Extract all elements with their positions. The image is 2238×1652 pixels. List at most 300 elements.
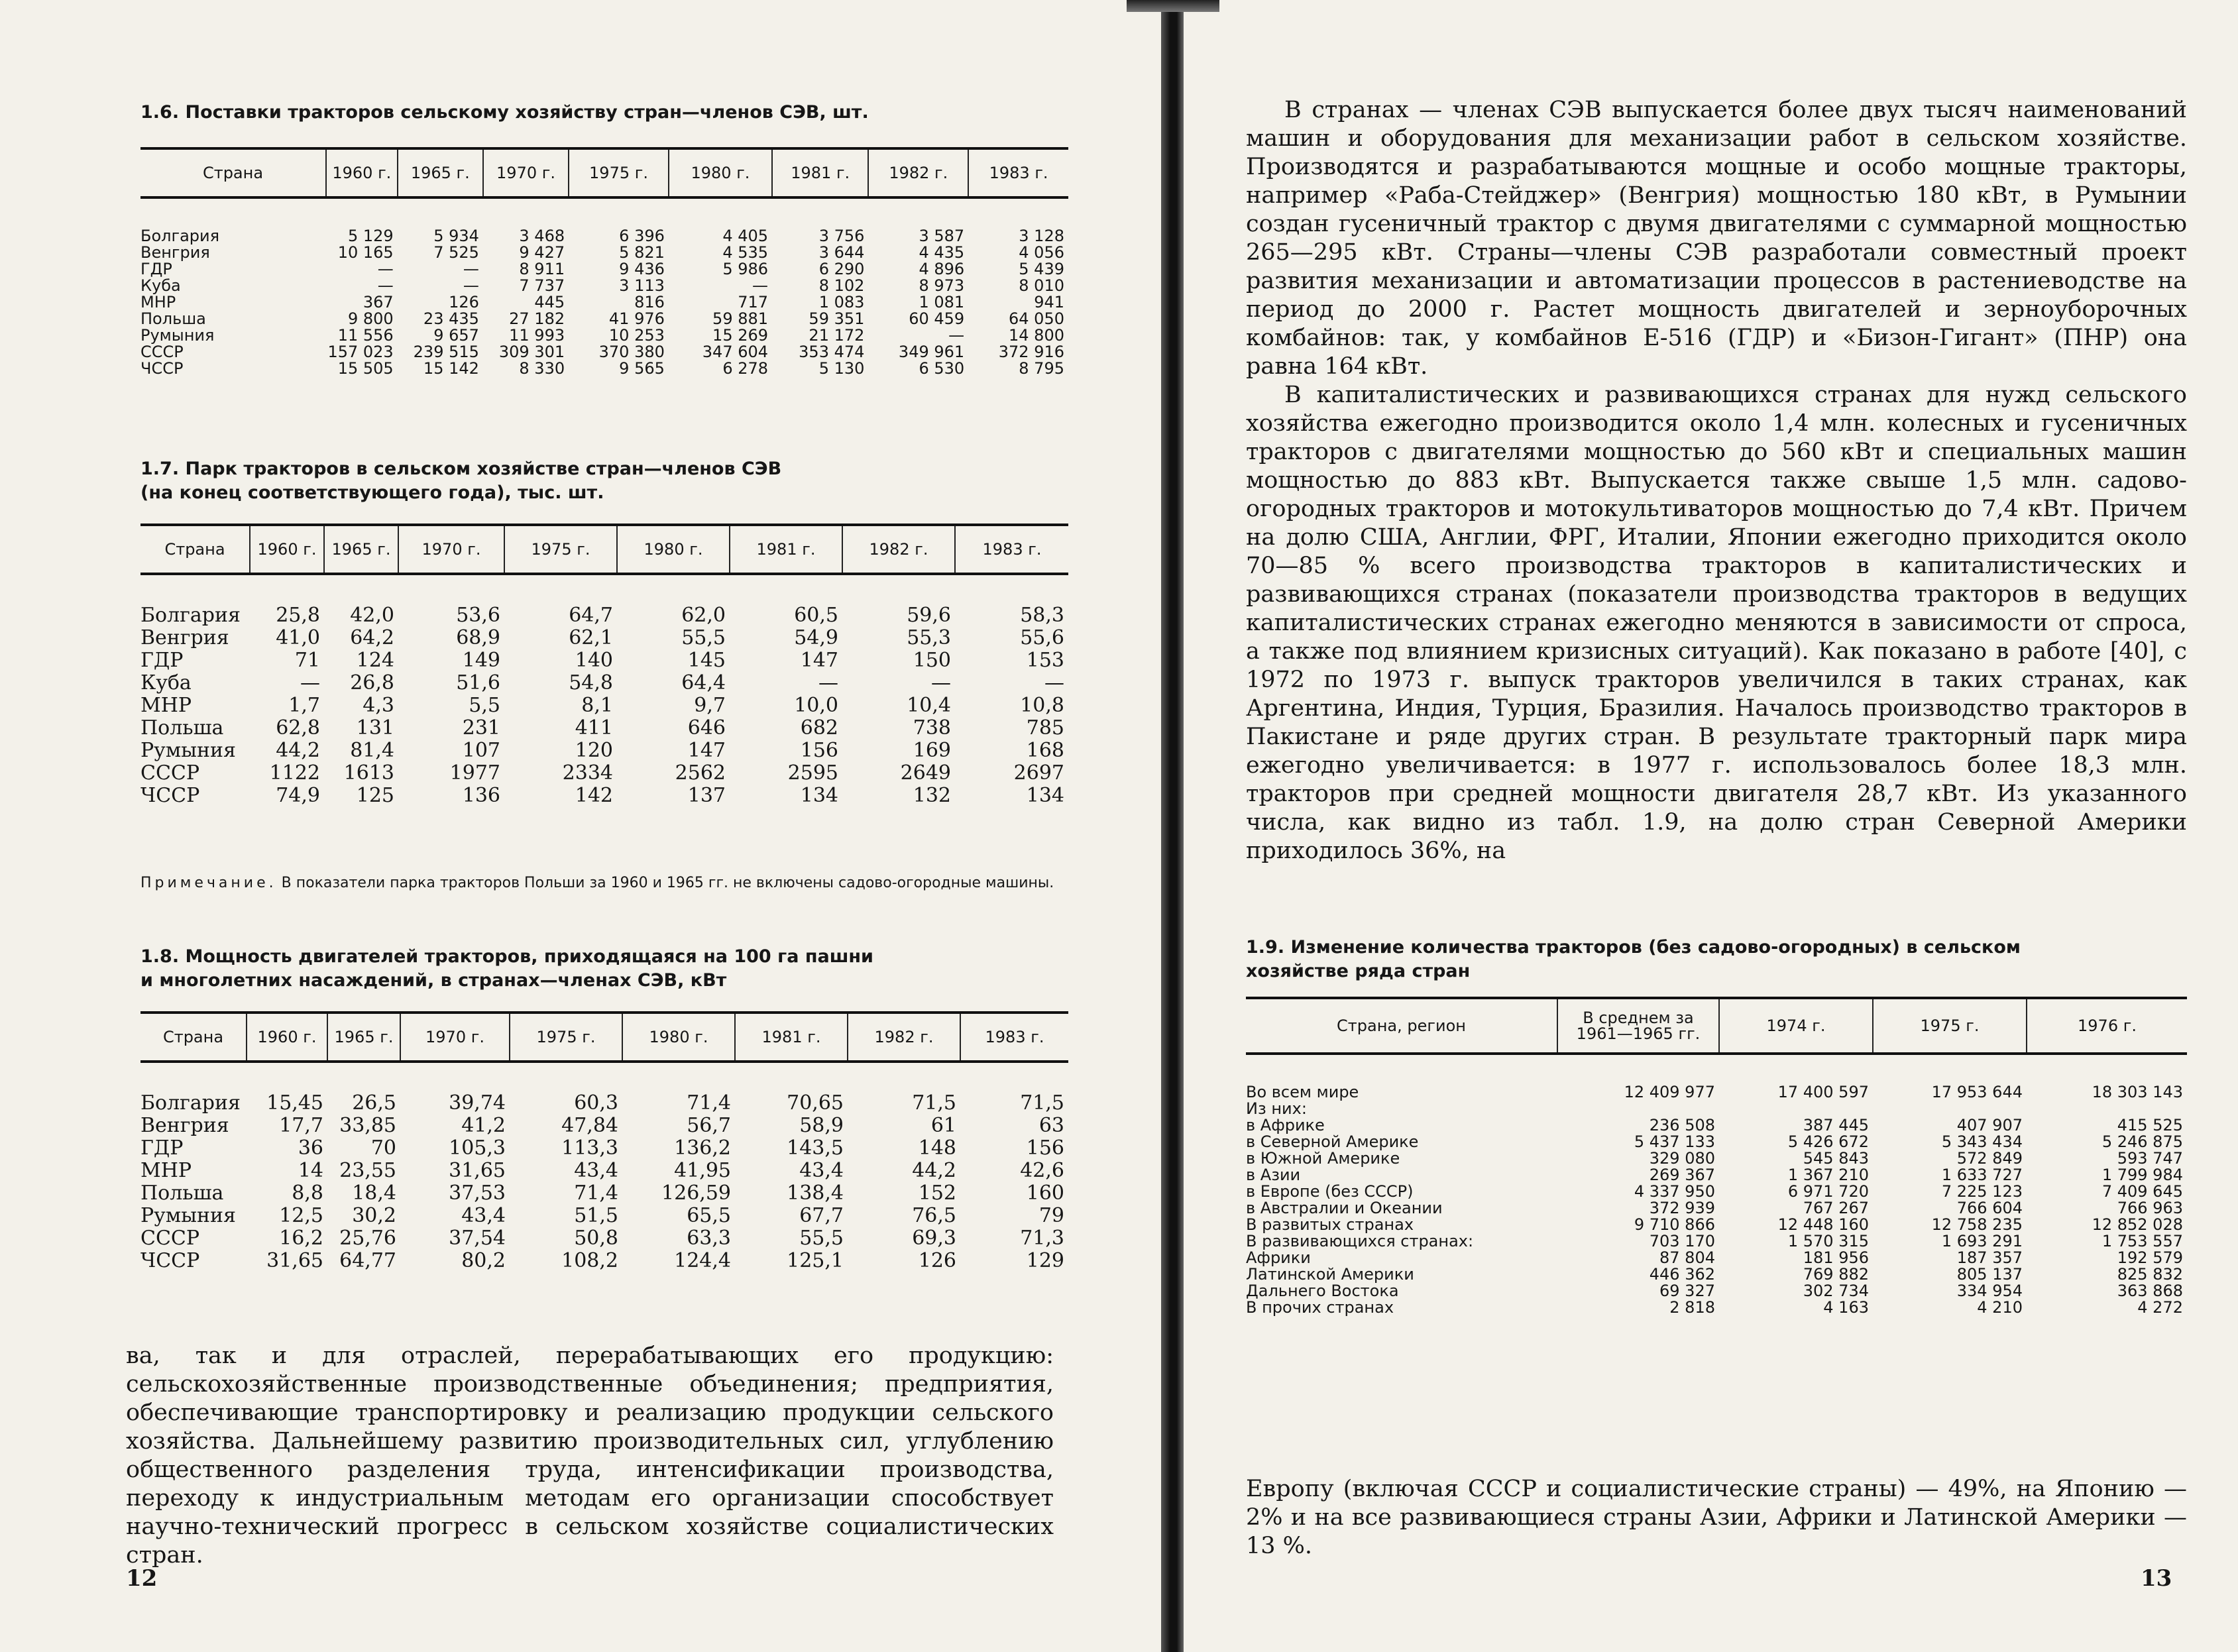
row-label: Венгрия <box>140 243 210 262</box>
table-cell: 64,2 <box>350 626 394 649</box>
row-label: ГДР <box>140 260 172 278</box>
table-cell: 71,4 <box>574 1182 618 1205</box>
table-cell: 134 <box>800 784 838 807</box>
table-cell: 43,4 <box>799 1159 844 1182</box>
table-cell: 156 <box>1026 1136 1064 1160</box>
table-cell: 3 587 <box>919 227 965 245</box>
table-cell: 59 351 <box>809 309 865 328</box>
right-paragraph-3: Европу (включая СССР и социалистические страны) — 49%, на Японию — 2% и на все развивающиеся страны Азии, Африки и Латинской Америки — 13 %. <box>1246 1476 2187 1559</box>
row-label: Польша <box>140 1182 224 1205</box>
table-row <box>140 197 1068 245</box>
table-row <box>1246 1184 2187 1200</box>
row-label: В прочих странах <box>1246 1298 1394 1317</box>
row-label: МНР <box>140 1159 192 1182</box>
table-cell: 15 505 <box>337 359 394 378</box>
table-cell: 25,76 <box>339 1227 396 1250</box>
table-cell: 269 367 <box>1649 1166 1715 1184</box>
table-cell: 70,65 <box>787 1091 844 1115</box>
table-cell: 60,3 <box>574 1091 618 1115</box>
table-cell: 23,55 <box>339 1159 396 1182</box>
table-cell: 16,2 <box>279 1227 323 1250</box>
table-cell: 125,1 <box>787 1249 844 1272</box>
table-1-7-caption-line1: 1.7. Парк тракторов в сельском хозяйстве стран—членов СЭВ <box>140 459 782 479</box>
table-cell: 4 405 <box>722 227 769 245</box>
table-cell <box>1719 1101 1873 1117</box>
table-cell: 169 <box>913 739 951 762</box>
column-header: Страна, регион <box>1246 998 1557 1054</box>
table-cell: 17,7 <box>279 1114 323 1137</box>
table-cell: 64,4 <box>681 671 726 694</box>
table-cell: 302 734 <box>1803 1282 1869 1300</box>
row-label: Дальнего Востока <box>1246 1282 1399 1300</box>
table-cell: 407 907 <box>1956 1116 2023 1134</box>
column-header: 1980 г. <box>622 1013 735 1062</box>
table-cell: 1122 <box>269 761 320 785</box>
row-label: Болгария <box>140 1091 241 1115</box>
table-cell: 64,7 <box>569 604 613 627</box>
table-cell: 55,5 <box>681 626 726 649</box>
row-label: Румыния <box>140 326 215 345</box>
left-body-text <box>126 1342 1054 1570</box>
table-cell: 87 804 <box>1659 1248 1715 1267</box>
table-cell: 67,7 <box>799 1204 844 1227</box>
table-cell: 236 508 <box>1649 1116 1715 1134</box>
column-header: 1975 г. <box>569 148 669 197</box>
table-cell: 54,9 <box>794 626 838 649</box>
table-cell: 51,5 <box>574 1204 618 1227</box>
table-cell: 192 579 <box>2117 1248 2183 1267</box>
table-cell: 5 821 <box>619 243 665 262</box>
table-1-7-caption-line2: (на конец соответствующего года), тыс. шт. <box>140 482 604 503</box>
column-header: 1974 г. <box>1719 998 1873 1054</box>
row-label: В развивающихся странах: <box>1246 1232 1474 1250</box>
row-label: Польша <box>140 716 224 740</box>
table-cell: 9 427 <box>519 243 565 262</box>
table-cell: 12 758 235 <box>1931 1215 2023 1234</box>
table-cell: 137 <box>687 784 726 807</box>
table-cell: 1 081 <box>919 293 965 311</box>
table-cell: 55,6 <box>1020 626 1064 649</box>
table-cell: 239 515 <box>413 343 479 361</box>
table-cell: 10,0 <box>794 694 838 717</box>
table-cell: 131 <box>356 716 394 740</box>
column-header: 1983 г. <box>968 148 1068 197</box>
table-header-row <box>140 148 1068 197</box>
table-cell: 5 986 <box>722 260 769 278</box>
table-cell: — <box>818 671 838 694</box>
table-cell: 1 799 984 <box>2101 1166 2183 1184</box>
table-cell: 17 953 644 <box>1931 1083 2023 1101</box>
table-row <box>140 278 1068 294</box>
table-cell: 9 657 <box>433 326 479 345</box>
table-row <box>1246 1167 2187 1184</box>
column-header: 1982 г. <box>848 1013 960 1062</box>
table-cell <box>1557 1101 1719 1117</box>
table-cell: 1,7 <box>288 694 320 717</box>
table-cell: 18,4 <box>352 1182 396 1205</box>
table-row <box>1246 1101 2187 1117</box>
table-cell: 31,65 <box>449 1159 506 1182</box>
table-cell: 37,54 <box>449 1227 506 1250</box>
table-cell: 6 396 <box>619 227 665 245</box>
column-header: 1960 г. <box>326 148 398 197</box>
table-cell: 8 102 <box>818 276 865 295</box>
table-cell: 572 849 <box>1956 1149 2023 1168</box>
left-paragraph: ва, так и для отраслей, перерабатывающих его продукцию: сельскохозяйственные производственные объединения; предприятия, обеспечивающие транспортировку и реализацию продукции сельского хозяйства. Дальнейшему развитию производительных сил, углублению общественного разделения труда, интенсификации производства, переходу к индустриальным методам его организации способствует научно-технический прогресс в сельском хозяйстве социалистических стран. <box>126 1343 1054 1569</box>
table-cell: 12 448 160 <box>1777 1215 1869 1234</box>
table-1-9 <box>1246 997 2187 1316</box>
row-label: СССР <box>140 1227 200 1250</box>
row-label: Куба <box>140 671 192 694</box>
table-cell: 65,5 <box>687 1204 731 1227</box>
table-1-7-note <box>140 875 1065 892</box>
table-cell: — <box>377 276 394 295</box>
table-cell: 5 934 <box>433 227 479 245</box>
column-header: Страна <box>140 148 326 197</box>
table-cell: 147 <box>687 739 726 762</box>
table-cell: 4 896 <box>919 260 965 278</box>
row-label: ЧССР <box>140 1249 200 1272</box>
row-label: в Австралии и Океании <box>1246 1199 1443 1217</box>
table-cell: 6 530 <box>919 359 965 378</box>
column-header: В среднем за 1961—1965 гг. <box>1557 998 1719 1054</box>
table-cell: — <box>948 326 965 345</box>
right-page <box>1186 0 2238 1652</box>
table-cell: 74,9 <box>276 784 320 807</box>
table-header-row <box>140 1013 1068 1062</box>
table-cell: 54,8 <box>569 671 613 694</box>
table-1-8-caption-line2: и многолетних насаждений, в странах—членах СЭВ, кВт <box>140 970 727 991</box>
table-cell: 42,6 <box>1020 1159 1064 1182</box>
table-header-row <box>1246 998 2187 1054</box>
column-header: 1982 г. <box>842 525 955 574</box>
table-cell: 12 409 977 <box>1624 1083 1715 1101</box>
column-header: 1970 г. <box>400 1013 510 1062</box>
table-cell: 767 267 <box>1803 1199 1869 1217</box>
table-cell: 126,59 <box>661 1182 731 1205</box>
table-cell: 717 <box>738 293 769 311</box>
table-cell: 69,3 <box>912 1227 956 1250</box>
table-cell: 5 130 <box>818 359 865 378</box>
table-cell: 446 362 <box>1649 1265 1715 1284</box>
table-cell: 71,5 <box>1020 1091 1064 1115</box>
table-cell: 411 <box>575 716 613 740</box>
row-label: Болгария <box>140 604 241 627</box>
table-cell: 3 644 <box>818 243 865 262</box>
table-cell: 10,4 <box>907 694 951 717</box>
table-row <box>1246 1299 2187 1316</box>
table-cell: 941 <box>1034 293 1064 311</box>
table-row <box>140 1160 1068 1182</box>
row-label: в Северной Америке <box>1246 1132 1419 1151</box>
table-cell: 147 <box>800 649 838 672</box>
table-cell: 148 <box>918 1136 956 1160</box>
table-cell: 334 954 <box>1956 1282 2023 1300</box>
table-cell: 15 142 <box>423 359 479 378</box>
right-paragraph-2: В капиталистических и развивающихся странах для нужд сельского хозяйства ежегодно производится около 1,4 млн. колесных и гусеничных тракторов с двигателями мощностью до 560 кВт и специальных машин мощностью до 883 кВт. Выпускается также свыше 1,5 млн. садово-огородных тракторов и мотокультиваторов мощностью до 7,4 кВт. Причем на долю США, Англии, ФРГ, Италии, Японии ежегодно приходится около 70—85 % всего производства тракторов в капиталистических и развивающихся странах (показатели производства тракторов в ведущих капиталистических странах ежегодно меняются в зависимости от спроса, а также под влиянием кризисных ситуаций). Как показано в работе [40], с 1972 по 1973 г. выпуск тракторов увеличился в таких странах, как Аргентина, Индия, Турция, Бразилия. Началось производство тракторов в Пакистане и ряде других стран. В результате тракторный парк мира ежегодно увеличивается: в 1977 г. использовалось более 18,3 млн. тракторов при средней мощности двигателя 28,7 кВт. Из указанного числа, как видно из табл. 1.9, на долю стран Северной Америки приходилось 36%, на <box>1246 382 2187 864</box>
row-label: Из них: <box>1246 1099 1307 1118</box>
table-row <box>1246 1134 2187 1150</box>
table-row <box>1246 1250 2187 1266</box>
table-cell: 2 818 <box>1669 1298 1715 1317</box>
table-cell: 58,9 <box>799 1114 844 1137</box>
table-cell: — <box>377 260 394 278</box>
table-cell: 4 337 950 <box>1634 1182 1715 1201</box>
table-cell: 9 710 866 <box>1634 1215 1715 1234</box>
table-cell: 150 <box>913 649 951 672</box>
table-row <box>140 294 1068 311</box>
row-label: Болгария <box>140 227 220 245</box>
row-label: Куба <box>140 276 181 295</box>
column-header: 1981 г. <box>772 148 868 197</box>
table-cell: 41,0 <box>276 626 320 649</box>
table-cell: 766 963 <box>2117 1199 2183 1217</box>
table-cell: 47,84 <box>561 1114 618 1137</box>
table-cell: 23 435 <box>423 309 479 328</box>
column-header: 1960 г. <box>247 1013 327 1062</box>
table-1-8-caption-line1: 1.8. Мощность двигателей тракторов, приходящаяся на 100 га пашни <box>140 946 873 967</box>
table-cell: 5 426 672 <box>1787 1132 1869 1151</box>
right-paragraph-1: В странах — членах СЭВ выпускается более двух тысяч наименований машин и оборудования для механизации работ в сельском хозяйстве. Производятся и разрабатываются мощные и особо мощные тракторы, например «Раба-Стейджер» (Венгрия) мощностью 180 кВт, в Румынии создан гусеничный трактор с двумя двигателями с суммарной мощностью 265—295 кВт. Страны—члены СЭВ разработали совместный проект развития механизации и автоматизации процессов в растениеводстве на период до 2000 г. Растет мощность двигателей и зерноуборочных комбайнов: так, у комбайнов Е-516 (ГДР) и «Бизон-Гигант» (ПНР) она равна 164 кВт. <box>1246 97 2187 380</box>
table-cell: 3 756 <box>818 227 865 245</box>
table-cell: 17 400 597 <box>1777 1083 1869 1101</box>
table-cell: 646 <box>687 716 726 740</box>
table-row <box>140 344 1068 360</box>
table-cell: 353 474 <box>799 343 865 361</box>
table-cell: 21 172 <box>809 326 865 345</box>
table-row <box>1246 1217 2187 1233</box>
table-cell: 31,65 <box>266 1249 323 1272</box>
table-cell: 134 <box>1026 784 1064 807</box>
table-cell: 8 973 <box>919 276 965 295</box>
table-cell: 370 380 <box>598 343 665 361</box>
row-label: СССР <box>140 761 200 785</box>
table-cell: 2334 <box>562 761 613 785</box>
table-cell: 8 330 <box>519 359 565 378</box>
column-header: 1975 г. <box>504 525 617 574</box>
table-cell: 6 971 720 <box>1787 1182 1869 1201</box>
table-cell: 1 753 557 <box>2101 1232 2183 1250</box>
table-cell: 8,8 <box>292 1182 323 1205</box>
table-cell: 43,4 <box>461 1204 506 1227</box>
table-cell: 3 128 <box>1019 227 1064 245</box>
row-label: в Азии <box>1246 1166 1301 1184</box>
table-cell: 4 056 <box>1019 243 1064 262</box>
table-cell: 703 170 <box>1649 1232 1715 1250</box>
table-cell: 5 439 <box>1019 260 1064 278</box>
table-cell: 6 278 <box>722 359 769 378</box>
table-cell: 2562 <box>675 761 726 785</box>
table-cell: 5,5 <box>469 694 500 717</box>
table-row <box>140 327 1068 344</box>
table-cell: 18 303 143 <box>2092 1083 2183 1101</box>
column-header: 1965 г. <box>324 525 398 574</box>
table-cell: 26,8 <box>350 671 394 694</box>
table-cell: 4,3 <box>363 694 394 717</box>
table-cell: 126 <box>918 1249 956 1272</box>
table-row <box>1246 1150 2187 1167</box>
table-cell: 1 693 291 <box>1941 1232 2023 1250</box>
table-cell: 60 459 <box>909 309 965 328</box>
table-cell: 79 <box>1038 1204 1064 1227</box>
table-cell: 30,2 <box>352 1204 396 1227</box>
table-cell: 80,2 <box>461 1249 506 1272</box>
table-cell: 766 604 <box>1956 1199 2023 1217</box>
table-cell: 349 961 <box>898 343 965 361</box>
table-cell: 132 <box>913 784 951 807</box>
table-cell: 138,4 <box>787 1182 844 1205</box>
table-cell: 181 956 <box>1803 1248 1869 1267</box>
column-header: 1960 г. <box>250 525 324 574</box>
table-cell: 71,5 <box>912 1091 956 1115</box>
table-cell: 372 916 <box>998 343 1064 361</box>
table-cell: 153 <box>1026 649 1064 672</box>
table-cell: 329 080 <box>1649 1149 1715 1168</box>
table-cell: 8 795 <box>1019 359 1064 378</box>
table-cell: 64 050 <box>1009 309 1064 328</box>
column-header: 1981 г. <box>730 525 842 574</box>
row-label: в Европе (без СССР) <box>1246 1182 1414 1201</box>
table-cell: 120 <box>575 739 613 762</box>
table-1-9-caption-line2: хозяйстве ряда стран <box>1246 961 1471 981</box>
table-cell: 372 939 <box>1649 1199 1715 1217</box>
table-cell: 60,5 <box>794 604 838 627</box>
table-cell: 805 137 <box>1956 1265 2023 1284</box>
column-header: 1970 г. <box>398 525 504 574</box>
table-cell: 11 556 <box>337 326 394 345</box>
column-header: Страна <box>140 525 250 574</box>
row-label: Польша <box>140 309 206 328</box>
table-row <box>140 245 1068 261</box>
table-cell: 9,7 <box>694 694 726 717</box>
table-cell: 9 436 <box>619 260 665 278</box>
table-cell: 6 290 <box>818 260 865 278</box>
table-cell: 738 <box>913 716 951 740</box>
table-row <box>140 261 1068 278</box>
table-cell: 445 <box>534 293 565 311</box>
table-cell: 1 367 210 <box>1787 1166 1869 1184</box>
table-cell: 785 <box>1026 716 1064 740</box>
table-cell: 156 <box>800 739 838 762</box>
table-cell: 7 225 123 <box>1941 1182 2023 1201</box>
table-cell: 39,74 <box>449 1091 506 1115</box>
table-cell: 231 <box>462 716 500 740</box>
table-cell: — <box>463 276 479 295</box>
table-cell: 10,8 <box>1020 694 1064 717</box>
row-label: МНР <box>140 694 192 717</box>
table-cell: 55,5 <box>799 1227 844 1250</box>
table-cell: 42,0 <box>350 604 394 627</box>
table-cell: 51,6 <box>456 671 500 694</box>
table-cell: 142 <box>575 784 613 807</box>
table-cell: 4 535 <box>722 243 769 262</box>
table-cell: 36 <box>298 1136 323 1160</box>
table-cell: 149 <box>462 649 500 672</box>
table-cell: 5 343 434 <box>1941 1132 2023 1151</box>
table-cell: 347 604 <box>702 343 769 361</box>
table-row <box>140 1062 1068 1115</box>
table-cell: 53,6 <box>456 604 500 627</box>
note-text: В показатели парка тракторов Польши за 1960 и 1965 гг. не включены садово-огородные машины. <box>281 875 1054 891</box>
table-cell: 545 843 <box>1803 1149 1869 1168</box>
table-cell: 105,3 <box>449 1136 506 1160</box>
table-header-row <box>140 525 1068 574</box>
table-row <box>1246 1266 2187 1283</box>
table-cell: 367 <box>363 293 394 311</box>
row-label: Африки <box>1246 1248 1311 1267</box>
table-cell: 136 <box>462 784 500 807</box>
table-row <box>140 762 1068 785</box>
table-cell: 59,6 <box>907 604 951 627</box>
table-cell: 3 113 <box>619 276 665 295</box>
table-cell: 1 633 727 <box>1941 1166 2023 1184</box>
table-cell: — <box>463 260 479 278</box>
table-cell: 9 565 <box>619 359 665 378</box>
column-header: Страна <box>140 1013 247 1062</box>
table-row <box>1246 1233 2187 1250</box>
table-cell: 12,5 <box>279 1204 323 1227</box>
table-cell: 4 210 <box>1977 1298 2023 1317</box>
table-row <box>140 627 1068 649</box>
table-cell: 145 <box>687 649 726 672</box>
row-label: Латинской Америки <box>1246 1265 1414 1284</box>
table-row <box>140 649 1068 672</box>
table-cell: 8 911 <box>519 260 565 278</box>
table-1-6 <box>140 147 1068 377</box>
table-row <box>140 1205 1068 1227</box>
table-cell: 44,2 <box>912 1159 956 1182</box>
table-cell: 387 445 <box>1803 1116 1869 1134</box>
table-cell: 1 083 <box>818 293 865 311</box>
table-cell: 43,4 <box>574 1159 618 1182</box>
table-cell: 152 <box>918 1182 956 1205</box>
table-cell: 4 435 <box>919 243 965 262</box>
row-label: Румыния <box>140 739 236 762</box>
table-row <box>140 1250 1068 1272</box>
row-label: ГДР <box>140 1136 184 1160</box>
table-row <box>140 574 1068 627</box>
table-cell: 64,77 <box>339 1249 396 1272</box>
table-row <box>140 785 1068 807</box>
row-label: В развитых странах <box>1246 1215 1414 1234</box>
column-header: 1965 г. <box>398 148 483 197</box>
table-cell: 76,5 <box>912 1204 956 1227</box>
table-cell: 4 163 <box>1823 1298 1869 1317</box>
table-cell: 825 832 <box>2117 1265 2183 1284</box>
table-cell: 7 409 645 <box>2101 1182 2183 1201</box>
row-label: ЧССР <box>140 359 184 378</box>
row-label: МНР <box>140 293 176 311</box>
table-row <box>140 360 1068 377</box>
column-header: 1976 г. <box>2027 998 2187 1054</box>
table-cell: 160 <box>1026 1182 1064 1205</box>
table-cell: 8 010 <box>1019 276 1064 295</box>
table-row <box>1246 1283 2187 1299</box>
table-cell: 107 <box>462 739 500 762</box>
table-row <box>1246 1200 2187 1217</box>
table-cell: 415 525 <box>2117 1116 2183 1134</box>
table-row <box>140 740 1068 762</box>
table-cell: 27 182 <box>509 309 565 328</box>
row-label: Венгрия <box>140 1114 229 1137</box>
table-cell: 126 <box>449 293 479 311</box>
table-cell: 168 <box>1026 739 1064 762</box>
table-cell: 62,0 <box>681 604 726 627</box>
table-cell: 61 <box>930 1114 956 1137</box>
row-label: в Африке <box>1246 1116 1325 1134</box>
column-header: 1983 г. <box>960 1013 1068 1062</box>
column-header: 1981 г. <box>735 1013 848 1062</box>
